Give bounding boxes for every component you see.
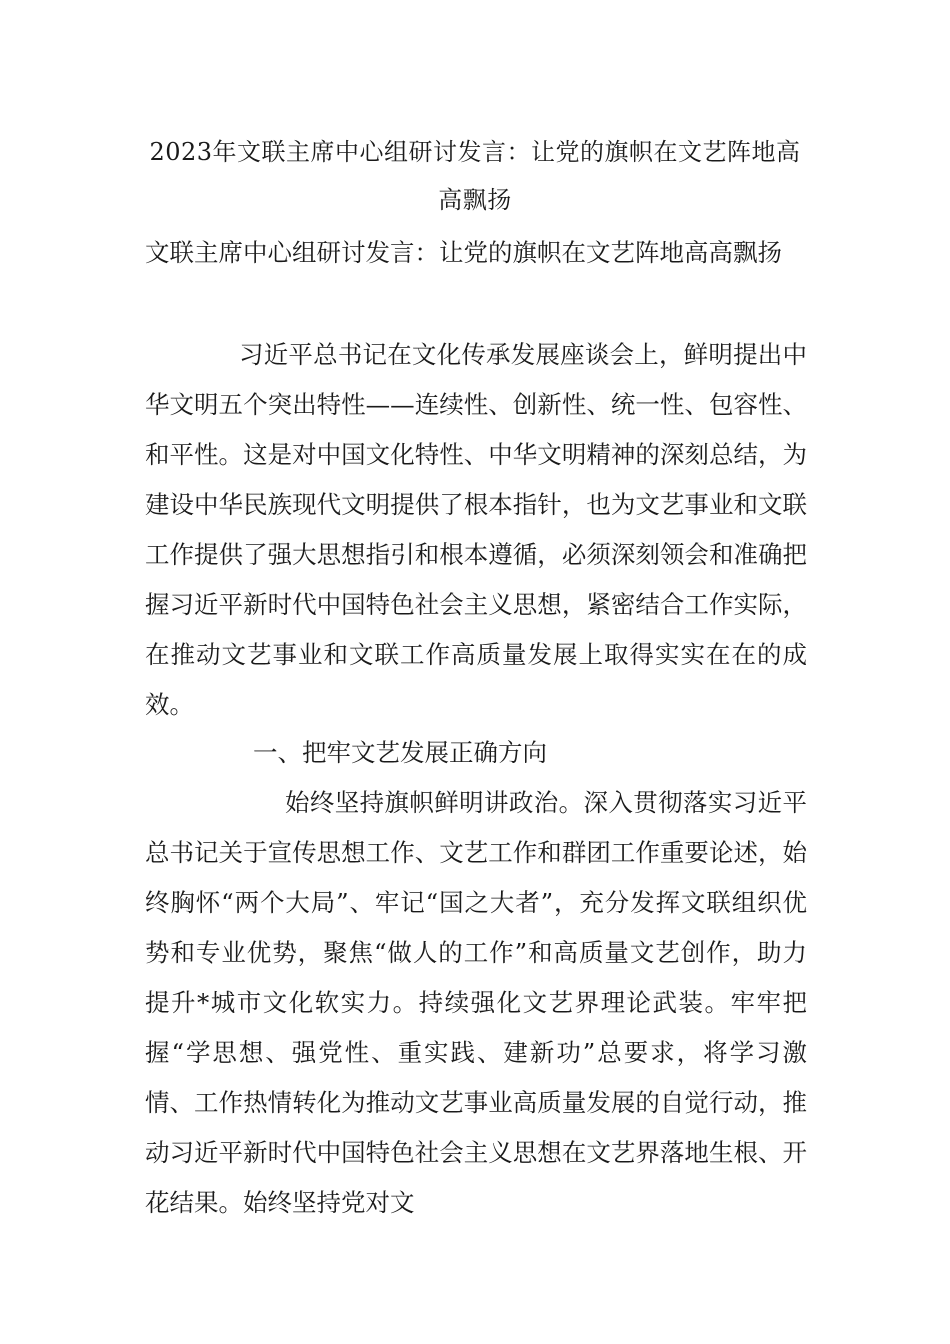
document-title: 2023年文联主席中心组研讨发言：让党的旗帜在文艺阵地高高飘扬 [149, 138, 801, 214]
paragraph-intro: 习近平总书记在文化传承发展座谈会上，鲜明提出中华文明五个突出特性——连续性、创新性、统一性、包容性、和平性。这是对中国文化特性、中华文明精神的深刻总结，为建设中华民族现代文明提供了根本指针，也为文艺事业和文联工作提供了强大思想指引和根本遵循，必须深刻领会和准确把握习近平新时代中国特色社会主义思想，紧密结合工作实际，在推动文艺事业和文联工作高质量发展上取得实实在在的成效。 [145, 340, 807, 719]
document-subtitle: 文联主席中心组研讨发言：让党的旗帜在文艺阵地高高飘扬 [145, 238, 782, 267]
paragraph-section-1: 始终坚持旗帜鲜明讲政治。深入贯彻落实习近平总书记关于宣传思想工作、文艺工作和群团工作重要论述，始终胸怀“两个大局”、牢记“国之大者”，充分发挥文联组织优势和专业优势，聚焦“做人的工作”和高质量文艺创作，助力提升*城市文化软实力。持续强化文艺界理论武装。牢牢把握“学思想、强党性、重实践、建新功”总要求，将学习激情、工作热情转化为推动文艺事业高质量发展的自觉行动，推动习近平新时代中国特色社会主义思想在文艺界落地生根、开花结果。始终坚持党对文 [145, 788, 807, 1217]
section-heading-1: 一、把牢文艺发展正确方向 [253, 738, 547, 767]
